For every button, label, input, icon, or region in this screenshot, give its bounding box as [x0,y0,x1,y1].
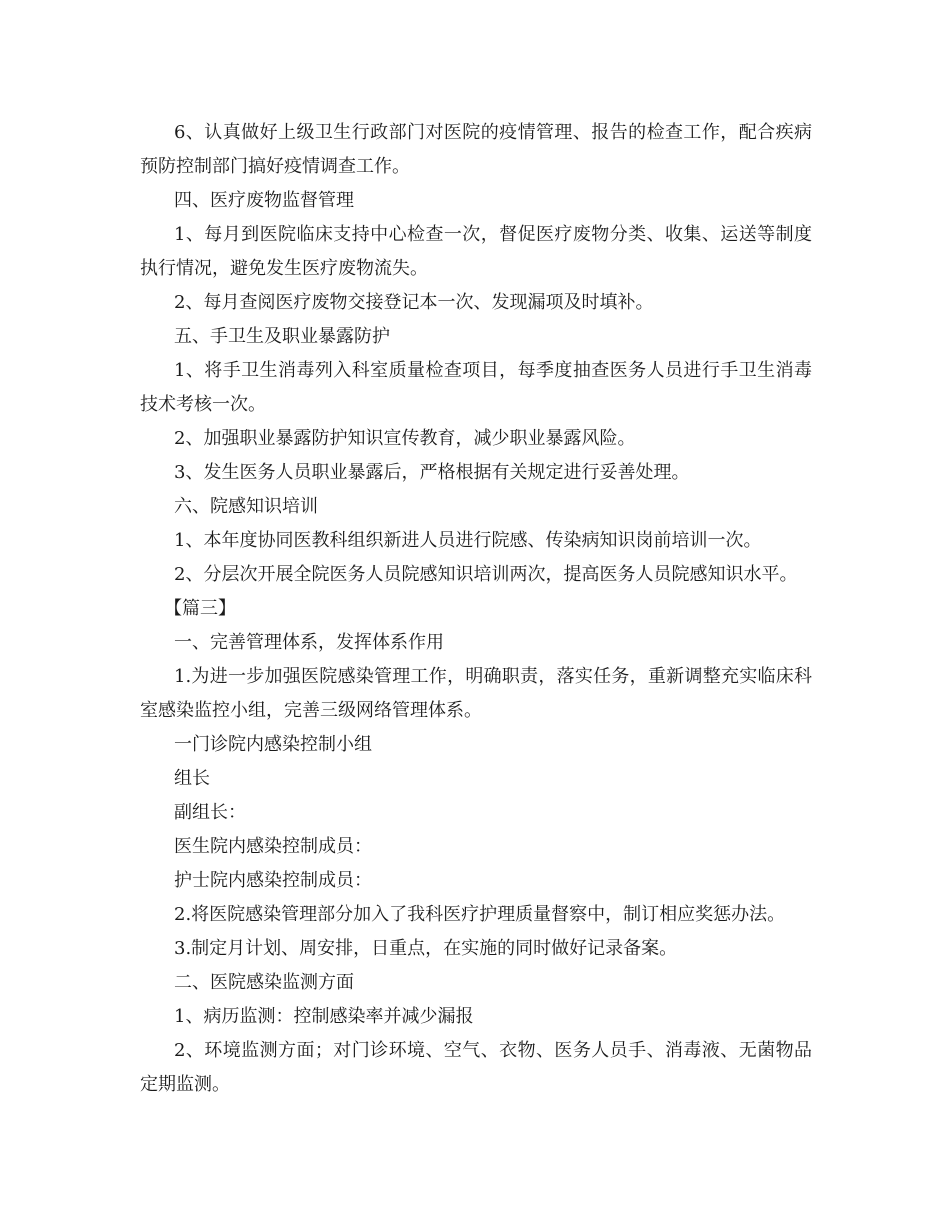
paragraph: 2、每月查阅医疗废物交接登记本一次、发现漏项及时填补。 [174,292,654,313]
paragraph: 六、院感知识培训 [174,496,318,517]
paragraph: 1、每月到医院临床支持中心检查一次，督促医疗废物分类、收集、运送等制度执行情况，避免发生医疗废物流失。 [140,224,812,279]
paragraph: 1、病历监测：控制感染率并减少漏报 [174,1006,474,1027]
paragraph: 组长 [174,768,210,789]
paragraph: 护士院内感染控制成员： [174,870,372,891]
paragraph: 3.制定月计划、周安排，日重点，在实施的同时做好记录备案。 [174,938,678,959]
paragraph: 四、医疗废物监督管理 [174,190,354,211]
paragraph: 五、手卫生及职业暴露防护 [174,326,390,347]
paragraph: 1.为进一步加强医院感染管理工作，明确职责，落实任务，重新调整充实临床科室感染监控小组，完善三级网络管理体系。 [140,666,812,721]
paragraph: 副组长： [174,802,246,823]
paragraph: 2.将医院感染管理部分加入了我科医疗护理质量督察中，制订相应奖惩办法。 [174,904,786,925]
document-page [140,116,812,1102]
paragraph: 2、环境监测方面；对门诊环境、空气、衣物、医务人员手、消毒液、无菌物品定期监测。 [140,1040,812,1095]
paragraph: 医生院内感染控制成员： [174,836,372,857]
paragraph: 2、加强职业暴露防护知识宣传教育，减少职业暴露风险。 [174,428,636,449]
paragraph: 6、认真做好上级卫生行政部门对医院的疫情管理、报告的检查工作，配合疾病预防控制部门搞好疫情调查工作。 [140,122,812,177]
section-heading: 【篇三】 [164,598,236,619]
paragraph: 一门诊院内感染控制小组 [174,734,372,755]
paragraph: 3、发生医务人员职业暴露后，严格根据有关规定进行妥善处理。 [174,462,690,483]
paragraph: 1、本年度协同医教科组织新进人员进行院感、传染病知识岗前培训一次。 [174,530,762,551]
paragraph: 二、医院感染监测方面 [174,972,354,993]
paragraph: 1、将手卫生消毒列入科室质量检查项目，每季度抽查医务人员进行手卫生消毒技术考核一次。 [140,360,812,415]
paragraph: 一、完善管理体系，发挥体系作用 [174,632,444,653]
paragraph: 2、分层次开展全院医务人员院感知识培训两次，提高医务人员院感知识水平。 [174,564,798,585]
